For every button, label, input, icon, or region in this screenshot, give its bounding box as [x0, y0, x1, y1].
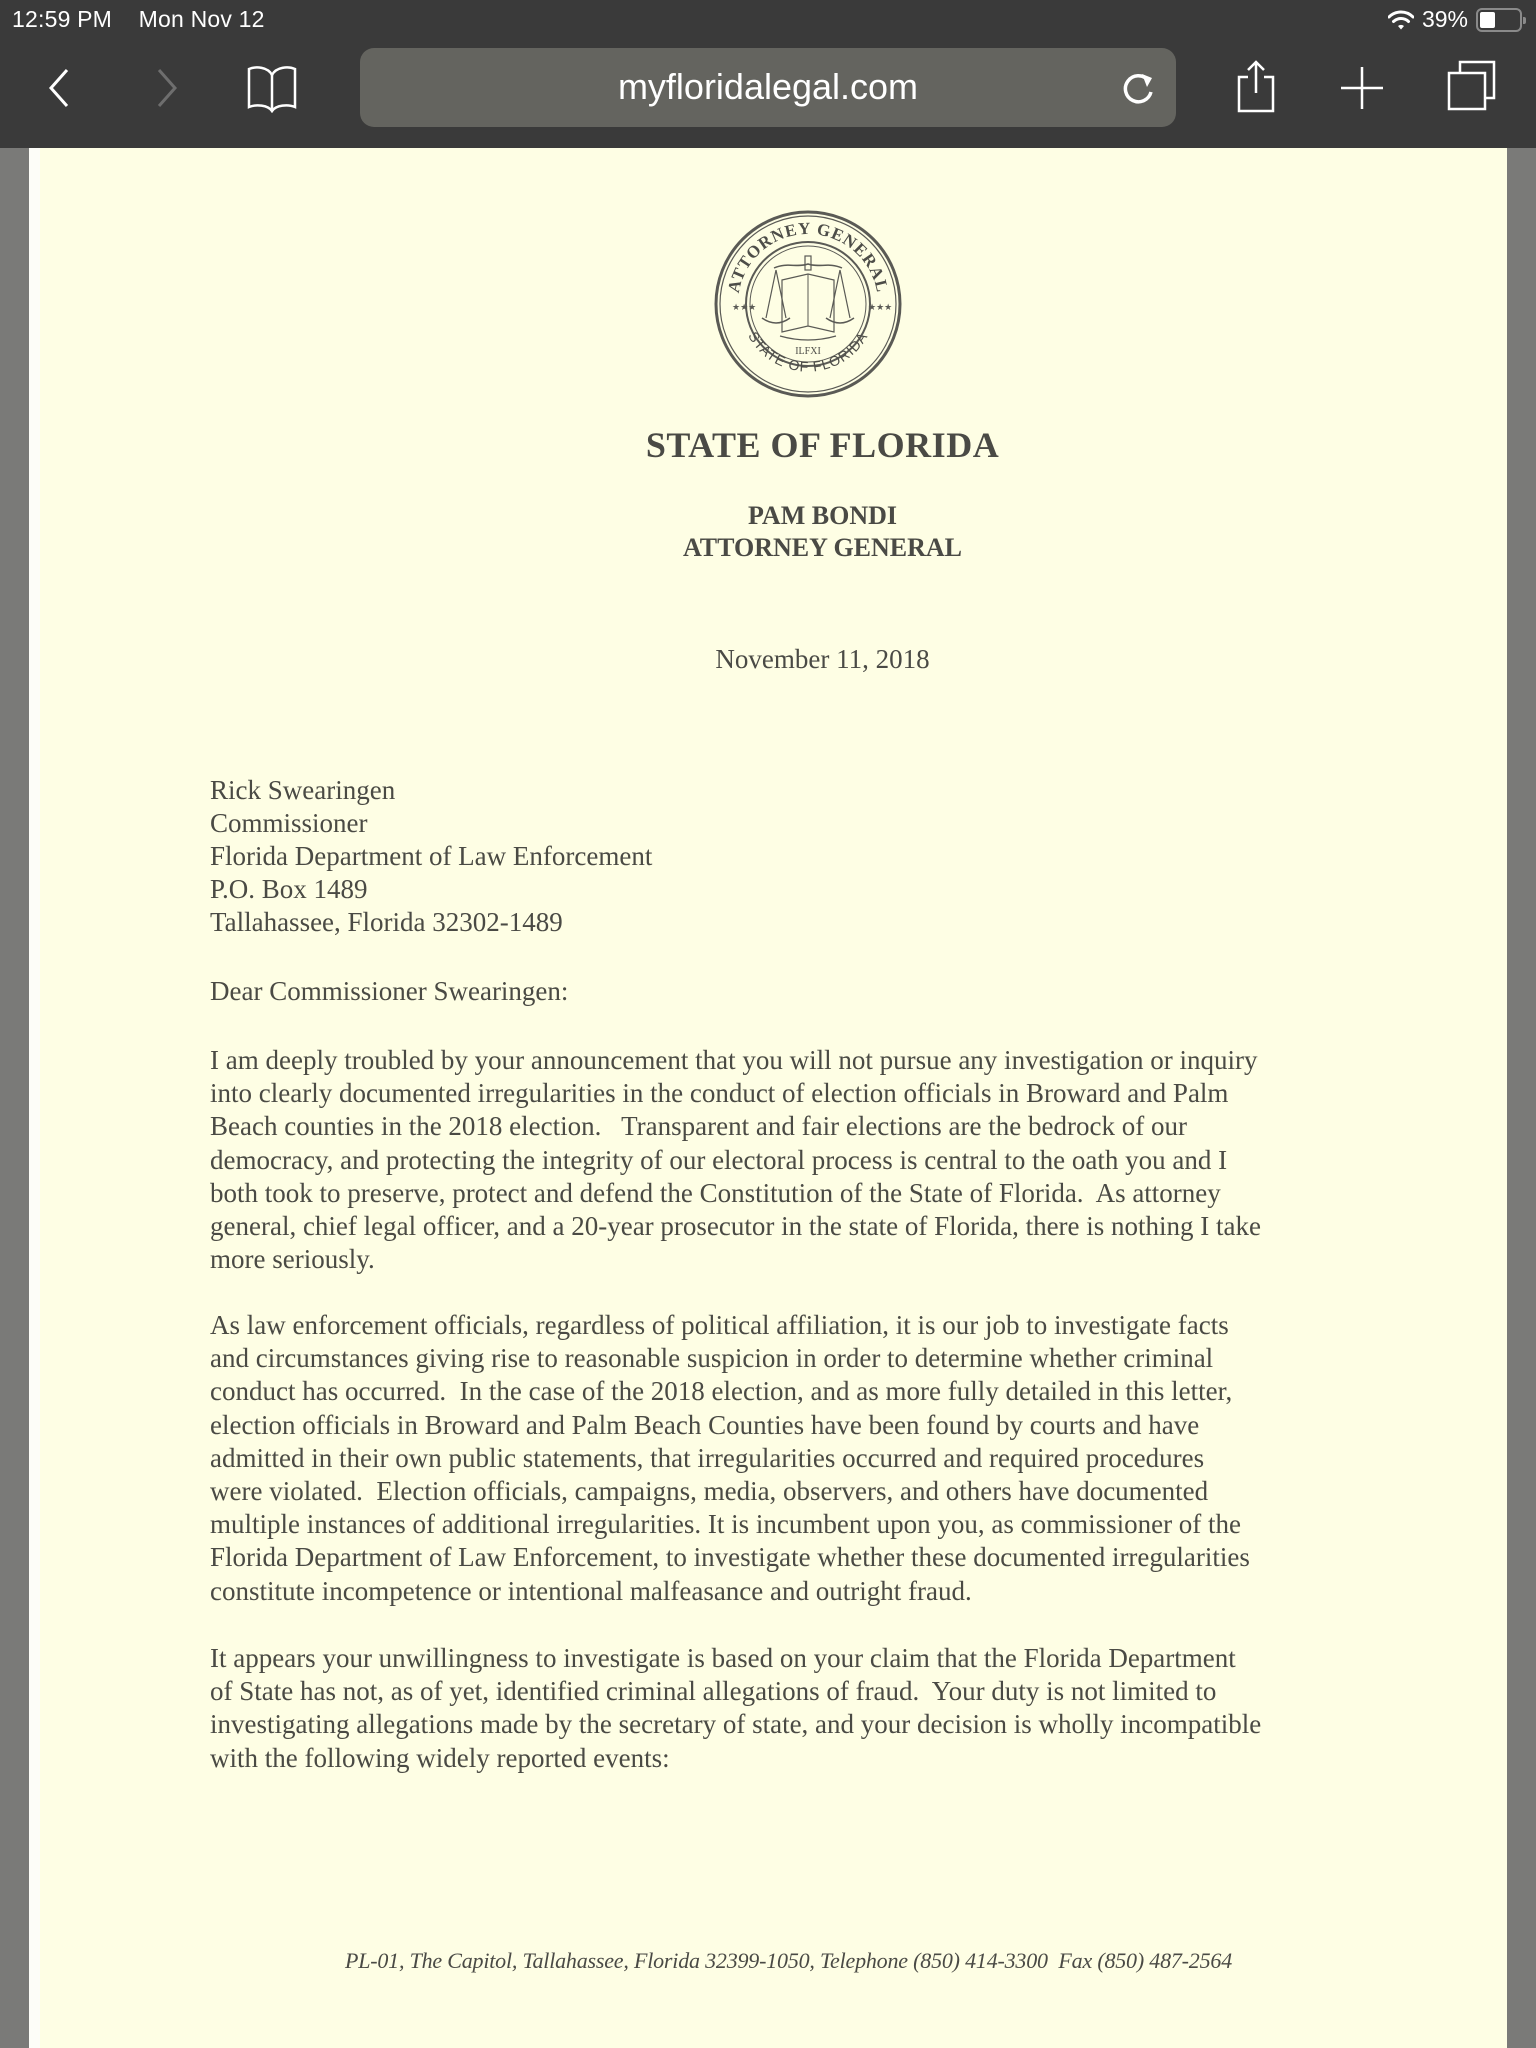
- svg-text:ATTORNEY GENERAL: ATTORNEY GENERAL: [723, 218, 893, 295]
- paragraph-line: multiple instances of additional irregularities. It is incumbent upon you, as commissioner of the: [210, 1509, 1242, 1540]
- recipient-name: Rick Swearingen: [210, 775, 396, 805]
- letter-date: November 11, 2018: [715, 644, 930, 674]
- attorney-general-seal-icon: [712, 208, 904, 400]
- body-paragraph-3: [210, 1642, 1390, 1775]
- reload-icon[interactable]: [1116, 66, 1160, 110]
- tabs-button[interactable]: [1444, 58, 1500, 114]
- paragraph-line: As law enforcement officials, regardless of political affiliation, it is our job to investigate facts: [210, 1310, 1229, 1340]
- recipient-po-box: P.O. Box 1489: [210, 874, 368, 904]
- paragraph-line: Florida Department of Law Enforcement, to investigate whether these documented irregularities: [210, 1542, 1250, 1573]
- letterhead-title: STATE OF FLORIDA: [645, 425, 1000, 465]
- paragraph-line: constitute incompetence or intentional malfeasance and outright fraud.: [210, 1575, 972, 1606]
- open-book-icon: [246, 63, 298, 113]
- letterhead-signatory: [40, 500, 1507, 564]
- web-content[interactable]: [0, 148, 1536, 2048]
- svg-text:ILFXI: ILFXI: [795, 346, 821, 357]
- letterhead-footer: PL-01, The Capitol, Tallahassee, Florida 32399-1050, Telephone (850) 414-3300 Fax (850) 487-2564: [344, 1948, 1233, 1973]
- recipient-organization: Florida Department of Law Enforcement: [210, 841, 653, 871]
- tabs-icon: [1446, 60, 1498, 112]
- salutation: Dear Commissioner Swearingen:: [210, 976, 569, 1006]
- recipient-title: Commissioner: [210, 808, 368, 838]
- status-time: 12:59 PM: [12, 6, 113, 32]
- svg-text:★★★: ★★★: [732, 302, 757, 312]
- paragraph-line: were violated. Election officials, campaigns, media, observers, and others have documented: [210, 1476, 1209, 1507]
- bookmarks-button[interactable]: [242, 60, 302, 116]
- status-bar-left: [12, 6, 285, 33]
- forward-button[interactable]: [138, 60, 194, 116]
- paragraph-line: both took to preserve, protect and defend the Constitution of the State of Florida. As attorney: [210, 1177, 1221, 1208]
- letter-page: [29, 148, 1507, 2048]
- back-button[interactable]: [32, 60, 88, 116]
- paragraph-line: more seriously.: [210, 1244, 375, 1275]
- paragraph-line: into clearly documented irregularities in the conduct of election officials in Broward and Palm: [210, 1078, 1229, 1109]
- svg-text:STATE OF FLORIDA: STATE OF FLORIDA: [745, 328, 871, 375]
- signatory-role: ATTORNEY GENERAL: [682, 533, 963, 562]
- paragraph-line: investigating allegations made by the secretary of state, and your decision is wholly incompatible: [210, 1709, 1262, 1740]
- url-text: myfloridalegal.com: [617, 66, 919, 107]
- paragraph-line: of State has not, as of yet, identified criminal allegations of fraud. Your duty is not limited to: [210, 1676, 1217, 1707]
- paragraph-line: with the following widely reported events:: [210, 1742, 670, 1773]
- chevron-right-icon: [151, 66, 181, 110]
- signatory-name: PAM BONDI: [747, 501, 897, 530]
- plus-icon: [1339, 65, 1385, 111]
- paragraph-line: Beach counties in the 2018 election. Transparent and fair elections are the bedrock of our: [210, 1111, 1187, 1142]
- share-icon: [1235, 59, 1277, 113]
- paragraph-line: election officials in Broward and Palm Beach Counties have been found by courts and have: [210, 1409, 1200, 1440]
- battery-percent: 39%: [1421, 6, 1468, 32]
- wifi-icon: [1388, 9, 1414, 31]
- recipient-address: [210, 774, 652, 939]
- safari-toolbar: [0, 0, 1536, 148]
- body-paragraph-2: [210, 1309, 1390, 1608]
- status-date: Mon Nov 12: [138, 6, 265, 32]
- paragraph-line: conduct has occurred. In the case of the 2018 election, and as more fully detailed in this letter,: [210, 1376, 1233, 1407]
- share-button[interactable]: [1228, 58, 1284, 114]
- svg-text:★★★: ★★★: [868, 302, 893, 312]
- paragraph-line: general, chief legal officer, and a 20-year prosecutor in the state of Florida, there is nothing I take: [210, 1211, 1262, 1242]
- paragraph-line: and circumstances giving rise to reasonable suspicion in order to determine whether criminal: [210, 1343, 1214, 1374]
- address-bar[interactable]: [360, 48, 1176, 127]
- body-paragraph-1: [210, 1044, 1390, 1276]
- recipient-city-state-zip: Tallahassee, Florida 32302-1489: [210, 907, 563, 937]
- chevron-left-icon: [45, 66, 75, 110]
- letter-document: [40, 148, 1507, 2048]
- paragraph-line: democracy, and protecting the integrity of our electoral process is central to the oath you and I: [210, 1144, 1228, 1175]
- new-tab-button[interactable]: [1334, 60, 1390, 116]
- paragraph-line: I am deeply troubled by your announcement that you will not pursue any investigation or inquiry: [210, 1045, 1258, 1075]
- paragraph-line: admitted in their own public statements, that irregularities occurred and required procedures: [210, 1442, 1205, 1473]
- battery-icon: [1476, 8, 1522, 32]
- paragraph-line: It appears your unwillingness to investigate is based on your claim that the Florida Department: [210, 1643, 1236, 1673]
- status-bar-right: [1388, 6, 1522, 33]
